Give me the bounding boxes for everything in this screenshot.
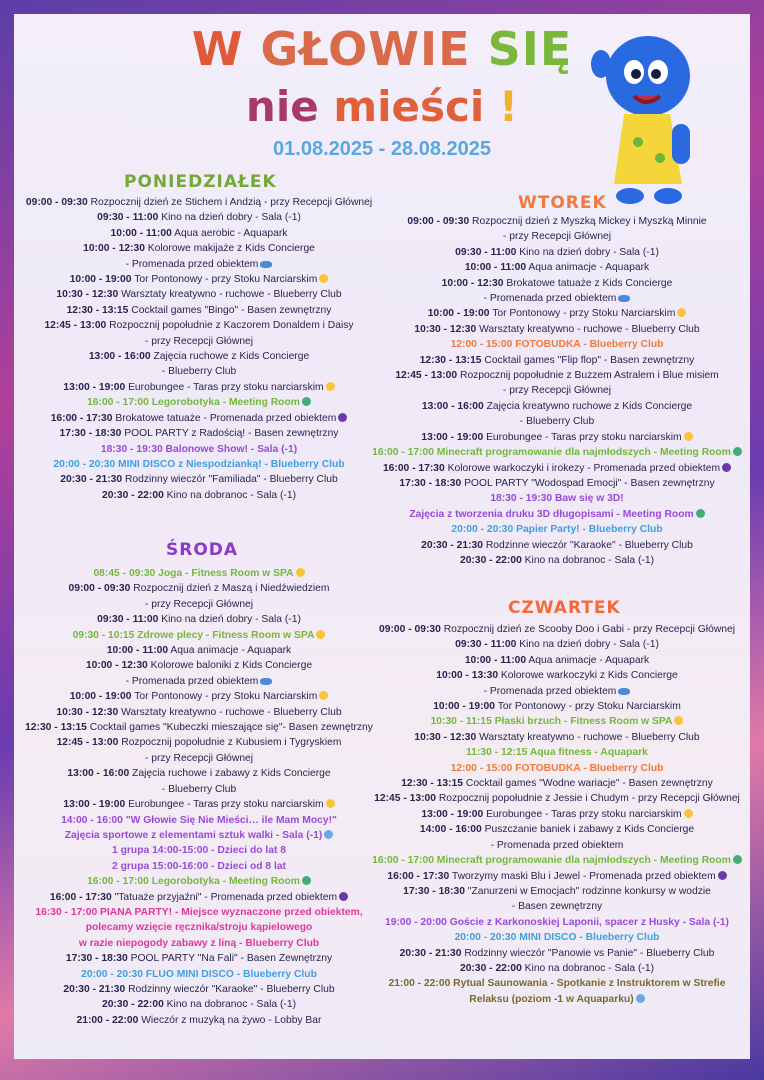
monday-event xyxy=(22,210,376,225)
tuesday-event xyxy=(372,461,742,476)
wednesday-event xyxy=(22,612,376,627)
event-description: - Promenada przed obiektem xyxy=(483,685,617,697)
thursday-event xyxy=(372,637,742,652)
event-description: - przy Recepcji Głównej xyxy=(144,752,254,764)
event-time: 13:00 - 16:00 xyxy=(67,768,130,780)
event-description: Zajęcia z tworzenia druku 3D długopisami - Meeting Room xyxy=(409,508,694,520)
event-description: Aqua animacje - Aquapark xyxy=(526,654,650,666)
wednesday-event xyxy=(22,751,376,766)
event-description: Cocktail games "Kubeczki mieszające się"- Basen zewnętrzny xyxy=(86,722,373,734)
monday-event xyxy=(22,257,376,272)
event-description: - Promenada przed obiektem xyxy=(483,293,617,305)
berry-icon xyxy=(338,413,347,422)
event-time: 10:00 - 11:00 xyxy=(464,654,527,666)
event-description: - przy Recepcji Głównej xyxy=(502,231,612,243)
event-description: Warsztaty kreatywno - ruchowe - Blueberry Club xyxy=(476,323,700,335)
event-description: Kino na dobranoc - Sala (-1) xyxy=(521,554,655,566)
event-time: 13:00 - 19:00 xyxy=(63,381,126,393)
event-description: Zajęcia kreatywno ruchowe z Kids Concierge xyxy=(483,400,693,412)
event-description: 09:30 - 10:15 Zdrowe plecy - Fitness Room w SPA xyxy=(72,629,315,641)
event-description: 19:00 - 20:00 Goście z Karkonoskiej Laponii, spacer z Husky - Sala (-1) xyxy=(385,916,729,928)
event-time: 21:00 - 22:00 xyxy=(76,1014,139,1026)
event-time: 12:30 - 13:15 xyxy=(66,304,129,316)
monday-event xyxy=(22,226,376,241)
heart-icon xyxy=(733,447,742,456)
event-time: 09:30 - 11:00 xyxy=(455,246,517,258)
event-description: 11:30 - 12:15 Aqua fitness - Aquapark xyxy=(466,747,648,759)
event-description: Aqua animacje - Aquapark xyxy=(526,262,650,274)
event-description: Eurobungee - Taras przy stoku narciarskim xyxy=(125,799,324,811)
wednesday-event xyxy=(22,813,376,828)
monday-event xyxy=(22,442,376,457)
thursday-event xyxy=(372,714,742,729)
tuesday-schedule xyxy=(372,214,742,568)
event-time: 10:00 - 11:00 xyxy=(464,262,527,274)
monday-event xyxy=(22,364,376,379)
event-description: Relaksu (poziom -1 w Aquaparku) xyxy=(469,993,634,1005)
tuesday-event xyxy=(372,214,742,229)
event-time: 20:30 - 21:30 xyxy=(63,983,126,995)
wednesday-event xyxy=(22,689,376,704)
wednesday-event xyxy=(22,782,376,797)
sun-icon xyxy=(674,716,683,725)
event-description: Eurobungee - Taras przy stoku narciarskim xyxy=(125,381,324,393)
thursday-event xyxy=(372,869,742,884)
event-description: Kino na dzień dobry - Sala (-1) xyxy=(516,639,659,651)
thursday-event xyxy=(372,992,742,1007)
event-time: 10:00 - 12:30 xyxy=(85,660,148,672)
event-description: 20:00 - 20:30 Papier Party! - Blueberry Club xyxy=(451,524,663,536)
thursday-event xyxy=(372,838,742,853)
event-time: 12:30 - 13:15 xyxy=(25,722,87,734)
wednesday-event xyxy=(22,890,376,905)
event-description: Rodzinny wieczór "Karaoke" - Blueberry Club xyxy=(125,983,335,995)
tuesday-event xyxy=(372,229,742,244)
tuesday-event xyxy=(372,260,742,275)
event-time: 10:00 - 19:00 xyxy=(69,691,132,703)
event-time: 10:30 - 12:30 xyxy=(56,706,119,718)
sun-icon xyxy=(684,432,693,441)
event-description: POOL PARTY z Radością! - Basen zewnętrzny xyxy=(121,428,339,440)
monday-event xyxy=(22,411,376,426)
berry-icon xyxy=(722,463,731,472)
wednesday-event xyxy=(22,643,376,658)
event-time: 16:00 - 17:00 xyxy=(87,876,149,888)
tuesday-event xyxy=(372,306,742,321)
thursday-schedule xyxy=(372,622,742,1007)
event-description: POOL PARTY "Wodospad Emocji" - Basen zewnętrzny xyxy=(461,477,715,489)
sun-icon xyxy=(319,691,328,700)
monday-event xyxy=(22,303,376,318)
event-time: 16:00 - 17:30 xyxy=(382,462,445,474)
event-time: 09:30 - 11:00 xyxy=(455,639,517,651)
wednesday-event xyxy=(22,982,376,997)
event-time: 16:00 - 17:30 xyxy=(49,891,112,903)
event-time: 10:00 - 11:00 xyxy=(106,645,169,657)
thursday-event xyxy=(372,730,742,745)
event-description: Legorobotyka - Meeting Room xyxy=(148,876,300,888)
monday-event xyxy=(22,318,376,333)
event-time: 12:30 - 13:15 xyxy=(401,778,464,790)
event-time: 13:00 - 19:00 xyxy=(421,431,484,443)
event-time: 12:45 - 13:00 xyxy=(44,320,107,332)
wednesday-event xyxy=(22,1013,376,1028)
event-description: Kolorowe warkoczyki z Kids Concierge xyxy=(498,670,678,682)
monday-event xyxy=(22,349,376,364)
event-time: 09:30 - 11:00 xyxy=(97,614,159,626)
tuesday-event xyxy=(372,337,742,352)
wednesday-event xyxy=(22,905,376,920)
monday-heading: PONIEDZIAŁEK xyxy=(124,172,277,192)
event-description: "Tatuaże przyjaźni" - Promenada przed obiektem xyxy=(111,891,338,903)
event-description: Warsztaty kreatywno - ruchowe - Blueberry Club xyxy=(118,706,342,718)
thursday-heading: CZWARTEK xyxy=(508,598,621,618)
event-time: 13:00 - 16:00 xyxy=(88,351,151,363)
event-time: 16:00 - 17:30 xyxy=(50,412,113,424)
date-range: 01.08.2025 - 28.08.2025 xyxy=(273,138,491,160)
tuesday-event xyxy=(372,291,742,306)
wednesday-event xyxy=(22,566,376,581)
mascot-illustration xyxy=(586,24,706,214)
event-description: 20:00 - 20:30 FLUO MINI DISCO - Blueberry Club xyxy=(81,968,317,980)
event-time: 20:30 - 22:00 xyxy=(101,489,164,501)
event-time: 10:00 - 12:30 xyxy=(83,243,145,255)
thursday-event xyxy=(372,946,742,961)
event-description: 10:30 - 11:15 Płaski brzuch - Fitness Room w SPA xyxy=(430,716,673,728)
thursday-event xyxy=(372,761,742,776)
bubbles-icon xyxy=(260,678,272,685)
tuesday-event xyxy=(372,491,742,506)
event-time: 10:00 - 12:30 xyxy=(441,277,504,289)
event-description: Kolorowe warkoczyki i irokezy - Promenada przed obiektem xyxy=(444,462,721,474)
wednesday-event xyxy=(22,951,376,966)
event-description: - Basen zewnętrzny xyxy=(511,901,603,913)
event-description: Cocktail games "Wodne wariacje" - Basen zewnętrzny xyxy=(463,778,713,790)
event-time: 10:00 - 11:00 xyxy=(110,227,172,239)
tuesday-event xyxy=(372,445,742,460)
event-time: 20:30 - 22:00 xyxy=(459,962,522,974)
sun-icon xyxy=(319,274,328,283)
wednesday-event xyxy=(22,597,376,612)
event-time: 16:00 - 17:00 xyxy=(372,855,434,867)
thursday-event xyxy=(372,699,742,714)
heart-icon xyxy=(696,509,705,518)
heart-icon xyxy=(733,855,742,864)
berry-icon xyxy=(718,871,727,880)
event-description: 20:00 - 20:30 MINI DISCO z Niespodzianką! - Blueberry Club xyxy=(53,458,345,470)
sun-icon xyxy=(296,568,305,577)
event-time: 10:00 - 19:00 xyxy=(427,308,490,320)
bubbles-icon xyxy=(618,688,630,695)
wednesday-event xyxy=(22,843,376,858)
monday-event xyxy=(22,426,376,441)
thursday-event xyxy=(372,976,742,991)
tuesday-event xyxy=(372,522,742,537)
event-description: - przy Recepcji Głównej xyxy=(144,598,254,610)
monday-event xyxy=(22,488,376,503)
tuesday-event xyxy=(372,322,742,337)
wednesday-event xyxy=(22,581,376,596)
thursday-event xyxy=(372,807,742,822)
wednesday-heading: ŚRODA xyxy=(166,540,239,560)
sun-icon xyxy=(684,809,693,818)
tuesday-heading: WTOREK xyxy=(518,193,607,213)
event-time: 16:00 - 17:00 xyxy=(87,397,149,409)
tuesday-event xyxy=(372,245,742,260)
event-description: - Blueberry Club xyxy=(161,366,237,378)
thursday-event xyxy=(372,822,742,837)
event-description: Warsztaty kreatywno - ruchowe - Blueberry Club xyxy=(118,289,342,301)
tuesday-event xyxy=(372,538,742,553)
wednesday-event xyxy=(22,720,376,735)
sun-icon xyxy=(326,799,335,808)
wednesday-event xyxy=(22,797,376,812)
event-time: 09:00 - 09:30 xyxy=(68,583,131,595)
event-description: Rozpocznij popołudnie z Buzzem Astralem i Blue misiem xyxy=(457,370,719,382)
heart-icon xyxy=(302,876,311,885)
wednesday-event xyxy=(22,997,376,1012)
event-description: Eurobungee - Taras przy stoku narciarskim xyxy=(483,431,682,443)
thursday-event xyxy=(372,915,742,930)
event-description: 18:30 - 19:30 Balonowe Show! - Sala (-1) xyxy=(100,443,298,455)
event-description: Zajęcia sportowe z elementami sztuk walki - Sala (-1) xyxy=(64,829,323,841)
event-time: 09:00 - 09:30 xyxy=(379,624,441,635)
event-description: Rozpocznij dzień z Myszką Mickey i Myszką Minnie xyxy=(469,216,707,227)
tuesday-event xyxy=(372,276,742,291)
event-description: Puszczanie baniek i zabawy z Kids Concierge xyxy=(481,824,695,836)
event-description: Rozpocznij dzień ze Scooby Doo i Gabi - przy Recepcji Głównej xyxy=(440,624,735,635)
info-icon xyxy=(324,830,333,839)
event-description: Warsztaty kreatywno - ruchowe - Blueberry Club xyxy=(476,731,700,743)
tuesday-event xyxy=(372,399,742,414)
wednesday-event xyxy=(22,828,376,843)
tuesday-event xyxy=(372,353,742,368)
event-description: Tor Pontonowy - przy Stoku Narciarskim xyxy=(131,274,318,286)
event-description: Tworzymy maski Blu i Jewel - Promenada przed obiektem xyxy=(449,870,716,882)
bubbles-icon xyxy=(618,295,630,302)
event-description: - Promenada przed obiektem xyxy=(490,839,624,851)
event-description: Kolorowe makijaże z Kids Concierge xyxy=(144,243,315,255)
event-description: Tor Pontonowy - przy Stoku Narciarskim xyxy=(489,308,676,320)
info-icon xyxy=(636,994,645,1003)
event-description: Eurobungee - Taras przy stoku narciarskim xyxy=(483,808,682,820)
monday-event xyxy=(22,395,376,410)
event-time: 10:00 - 19:00 xyxy=(69,274,132,286)
title-word-2: GŁOWIE xyxy=(260,22,471,76)
event-time: 13:00 - 19:00 xyxy=(63,799,126,811)
event-time: 10:30 - 12:30 xyxy=(414,323,477,335)
wednesday-event xyxy=(22,705,376,720)
thursday-event xyxy=(372,668,742,683)
event-description: Rodzinne wieczór "Karaoke" - Blueberry Club xyxy=(482,539,693,551)
event-description: Brokatowe tatuaże - Promenada przed obiektem xyxy=(112,412,337,424)
event-time: 17:30 - 18:30 xyxy=(399,477,462,489)
thursday-event xyxy=(372,961,742,976)
event-description: Zajęcia ruchowe i zabawy z Kids Concierge xyxy=(129,768,331,780)
event-description: Wieczór z muzyką na żywo - Lobby Bar xyxy=(138,1014,322,1026)
event-description: Kino na dobranoc - Sala (-1) xyxy=(163,999,297,1011)
monday-event xyxy=(22,334,376,349)
event-description: 2 grupa 15:00-16:00 - Dzieci od 8 lat xyxy=(112,860,286,872)
wednesday-event xyxy=(22,674,376,689)
monday-event xyxy=(22,380,376,395)
title-nie: nie xyxy=(245,82,319,131)
event-time: 12:45 - 13:00 xyxy=(395,370,458,382)
bubbles-icon xyxy=(260,261,272,268)
monday-event xyxy=(22,195,376,210)
monday-event xyxy=(22,287,376,302)
event-description: Tor Pontonowy - przy Stoku Narciarskim xyxy=(495,701,681,713)
tuesday-event xyxy=(372,368,742,383)
wednesday-event xyxy=(22,859,376,874)
tuesday-event xyxy=(372,553,742,568)
wednesday-event xyxy=(22,967,376,982)
event-description: 12:00 - 15:00 FOTOBUDKA - Blueberry Club xyxy=(450,339,664,351)
thursday-event xyxy=(372,684,742,699)
event-description: Kino na dobranoc - Sala (-1) xyxy=(163,489,297,501)
event-time: 10:30 - 12:30 xyxy=(414,731,477,743)
event-time: 12:45 - 13:00 xyxy=(56,737,119,749)
thursday-event xyxy=(372,884,742,899)
event-description: Brokatowe tatuaże z Kids Concierge xyxy=(503,277,673,289)
sun-icon xyxy=(326,382,335,391)
event-time: 14:00 - 16:00 xyxy=(419,824,482,836)
event-time: 20:30 - 22:00 xyxy=(459,554,522,566)
event-description: Legorobotyka - Meeting Room xyxy=(148,397,300,409)
event-description: 08:45 - 09:30 Joga - Fitness Room w SPA xyxy=(93,568,294,579)
event-time: 10:30 - 12:30 xyxy=(56,289,119,301)
event-description: "Zanurzeni w Emocjach" rodzinne konkursy w wodzie xyxy=(464,885,711,897)
monday-event xyxy=(22,272,376,287)
wednesday-event xyxy=(22,658,376,673)
event-time: 16:00 - 17:00 xyxy=(372,447,434,459)
event-description: 21:00 - 22:00 Rytual Saunowania - Spotkanie z Instruktorem w Strefie xyxy=(388,978,726,990)
event-time: 20:30 - 21:30 xyxy=(421,539,483,551)
event-description: Kolorowe baloniki z Kids Concierge xyxy=(147,660,313,672)
event-description: - Blueberry Club xyxy=(161,783,237,795)
event-description: Rodzinny wieczór "Panowie vs Panie" - Blueberry Club xyxy=(461,947,715,959)
event-time: 20:30 - 22:00 xyxy=(101,999,164,1011)
event-time: 20:30 - 21:30 xyxy=(399,947,462,959)
event-description: Rozpocznij dzień z Maszą i Niedźwiedziem xyxy=(130,583,330,595)
event-time: 09:00 - 09:30 xyxy=(407,216,470,227)
event-description: 16:30 - 17:00 PIANA PARTY! - Miejsce wyznaczone przed obiektem, xyxy=(35,906,363,918)
event-description: Kino na dzień dobry - Sala (-1) xyxy=(158,614,301,626)
event-description: POOL PARTY "Na Fali" - Basen Zewnętrzny xyxy=(127,953,333,965)
event-description: Kino na dobranoc - Sala (-1) xyxy=(521,962,655,974)
event-time: 12:45 - 13:00 xyxy=(374,793,436,805)
event-description: - Promenada przed obiektem xyxy=(125,258,259,270)
thursday-event xyxy=(372,853,742,868)
event-time: 10:00 - 13:30 xyxy=(436,670,499,682)
tuesday-event xyxy=(372,507,742,522)
event-description: - przy Recepcji Głównej xyxy=(144,335,254,347)
event-time: 10:00 - 19:00 xyxy=(433,701,496,713)
event-time: 20:30 - 21:30 xyxy=(60,474,123,486)
event-description: - Promenada przed obiektem xyxy=(125,675,259,687)
event-description: Aqua animacje - Aquapark xyxy=(168,645,292,657)
event-time: 17:30 - 18:30 xyxy=(403,885,465,897)
event-description: 12:00 - 15:00 FOTOBUDKA - Blueberry Club xyxy=(450,762,664,774)
event-time: 13:00 - 16:00 xyxy=(421,400,484,412)
event-description: w razie niepogody zabawy z liną - Blueberry Club xyxy=(78,937,320,949)
wednesday-event xyxy=(22,920,376,935)
wednesday-event xyxy=(22,628,376,643)
thursday-event xyxy=(372,930,742,945)
event-description: Rozpocznij popołudnie z Kaczorem Donaldem i Daisy xyxy=(106,320,354,332)
event-description: Rodzinny wieczór "Familiada" - Blueberry Club xyxy=(122,474,338,486)
tuesday-event xyxy=(372,414,742,429)
wednesday-event xyxy=(22,766,376,781)
tuesday-event xyxy=(372,476,742,491)
wednesday-schedule xyxy=(22,566,376,1028)
event-description: Cocktail games "Flip flop" - Basen zewnętrzny xyxy=(481,354,695,366)
event-time: 09:00 - 09:30 xyxy=(25,197,88,208)
event-description: Kino na dzień dobry - Sala (-1) xyxy=(158,212,301,224)
thursday-event xyxy=(372,745,742,760)
monday-event xyxy=(22,472,376,487)
event-description: Rozpocznij popołudnie z Jessie i Chudym - przy Recepcji Głównej xyxy=(435,793,740,805)
event-description: polecamy wzięcie ręcznika/stroju kąpielowego xyxy=(85,922,313,934)
wednesday-event xyxy=(22,735,376,750)
monday-event xyxy=(22,457,376,472)
wednesday-event xyxy=(22,874,376,889)
event-time: 17:30 - 18:30 xyxy=(65,953,128,965)
event-description: Cocktail games "Bingo" - Basen zewnętrzny xyxy=(128,304,332,316)
event-time: 16:00 - 17:30 xyxy=(387,870,450,882)
thursday-event xyxy=(372,899,742,914)
event-description: 14:00 - 16:00 "W Głowie Się Nie Mieści… ile Mam Mocy!" xyxy=(61,814,337,826)
heart-icon xyxy=(302,397,311,406)
event-time: 09:30 - 11:00 xyxy=(97,212,159,224)
monday-event xyxy=(22,241,376,256)
wednesday-event xyxy=(22,936,376,951)
thursday-event xyxy=(372,791,742,806)
title-exclaim: ! xyxy=(498,82,519,131)
event-description: 20:00 - 20:30 MINI DISCO - Blueberry Club xyxy=(454,932,660,944)
event-description: Minecraft programowanie dla najmłodszych - Meeting Room xyxy=(433,447,731,459)
title-word-3: SIĘ xyxy=(487,22,573,76)
tuesday-event xyxy=(372,430,742,445)
event-description: Zajęcia ruchowe z Kids Concierge xyxy=(150,351,310,363)
thursday-event xyxy=(372,622,742,637)
event-description: Kino na dzień dobry - Sala (-1) xyxy=(516,246,659,258)
thursday-event xyxy=(372,653,742,668)
sun-icon xyxy=(677,308,686,317)
event-description: Rozpocznij dzień ze Stichem i Andzią - przy Recepcji Głównej xyxy=(87,197,373,208)
title-word-1: W xyxy=(191,22,244,76)
event-description: Rozpocznij popołudnie z Kubusiem i Tygryskiem xyxy=(118,737,342,749)
event-description: Aqua aerobic - Aquapark xyxy=(171,227,288,239)
event-description: - przy Recepcji Głównej xyxy=(502,385,612,397)
event-time: 17:30 - 18:30 xyxy=(59,428,122,440)
event-description: - Blueberry Club xyxy=(519,416,595,428)
thursday-event xyxy=(372,776,742,791)
event-description: 1 grupa 14:00-15:00 - Dzieci do lat 8 xyxy=(112,845,286,857)
berry-icon xyxy=(339,892,348,901)
tuesday-event xyxy=(372,383,742,398)
monday-schedule xyxy=(22,195,376,503)
sun-icon xyxy=(316,630,325,639)
event-description: Minecraft programowanie dla najmłodszych - Meeting Room xyxy=(433,855,731,867)
event-time: 13:00 - 19:00 xyxy=(421,808,484,820)
event-time: 12:30 - 13:15 xyxy=(419,354,482,366)
event-description: Tor Pontonowy - przy Stoku Narciarskim xyxy=(131,691,318,703)
title-miesci: mieści xyxy=(333,82,485,131)
event-description: 18:30 - 19:30 Baw się w 3D! xyxy=(490,493,624,505)
